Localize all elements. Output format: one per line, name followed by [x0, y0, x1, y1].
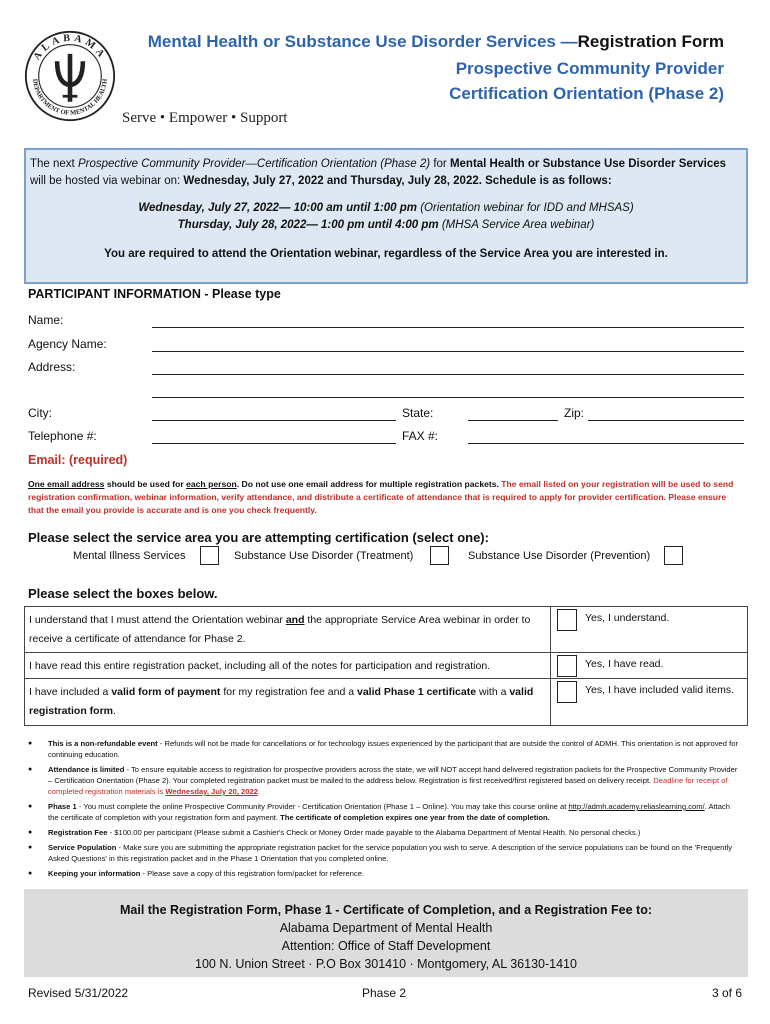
- svg-text:ALABAMA: ALABAMA: [31, 32, 109, 63]
- mailing-address-box: [24, 889, 748, 977]
- zip-field[interactable]: [588, 420, 744, 421]
- mailing-line-3: 100 N. Union Street · P.O Box 301410 · Montgomery, AL 36130-1410: [195, 957, 577, 971]
- telephone-field[interactable]: [152, 443, 396, 444]
- email-field[interactable]: [152, 467, 744, 468]
- notes-list: [24, 738, 740, 883]
- phase-1-course-link[interactable]: http://admh.academy.reliaslearning.com/: [568, 802, 705, 811]
- city-field[interactable]: [152, 420, 396, 421]
- schedule-info-box: [24, 148, 748, 284]
- fax-field[interactable]: [468, 443, 744, 444]
- email-label: Email: (required): [28, 453, 128, 467]
- footer-phase: Phase 2: [362, 986, 407, 1000]
- participant-heading: PARTICIPANT INFORMATION - Please type: [28, 287, 281, 301]
- note-non-refundable: ● This is a non-refundable event - Refunds will not be made for cancellations or for technology issues experienced by the participant that are outside the control of ADMH. This orientation is not approved for continuing education.: [24, 738, 740, 760]
- note-keeping-information: ● Keeping your information - Please save a copy of this registration form/packet for reference.: [24, 868, 740, 879]
- note-attendance-limited: ● Attendance is limited - To ensure equitable access to registration for prospective providers across the state, we will NOT accept hand delivered registration packets for the Prospective Community Provider – Certification Orientation (Phase 2). Your completed registration packet must be mailed to the address below. Registration is first received/first registered based on delivery receipt. Deadline for receipt of completed registration materials is Wednesday, July 20, 2022.: [24, 764, 740, 797]
- form-subtitle-1: Prospective Community Provider: [455, 59, 724, 78]
- intro-paragraph: The next Prospective Community Provider—Certification Orientation (Phase 2) for Mental Health or Substance Use Disorder Services will be hosted via webinar on: Wednesday, July 27, 2022 and Thursday, July 28, 2022. Schedule is as follows:: [30, 158, 727, 187]
- svg-text:DEPARTMENT OF MENTAL HEALTH: DEPARTMENT OF MENTAL HEALTH: [31, 78, 109, 117]
- name-label: Name:: [28, 313, 64, 327]
- attendance-requirement: You are required to attend the Orientation webinar, regardless of the Service Area you are interested in.: [104, 248, 668, 260]
- schedule-day-2: Thursday, July 28, 2022— 1:00 pm until 4:00 pm (MHSA Service Area webinar): [177, 219, 595, 231]
- service-option-sud-prevention-label: Substance Use Disorder (Prevention): [468, 550, 651, 562]
- address-field-line-2[interactable]: [152, 397, 744, 398]
- agency-name-label: Agency Name:: [28, 337, 107, 351]
- name-field[interactable]: [152, 327, 744, 328]
- service-option-sud-treatment-label: Substance Use Disorder (Treatment): [234, 550, 414, 562]
- schedule-day-1: Wednesday, July 27, 2022— 10:00 am until 1:00 pm (Orientation webinar for IDD and MHSAS): [138, 202, 634, 214]
- ack-checkbox-read[interactable]: [557, 655, 577, 677]
- ack-option-included: Yes, I have included valid items.: [585, 684, 735, 696]
- tagline: Serve • Empower • Support: [122, 110, 288, 126]
- footer-revised: Revised 5/31/2022: [28, 986, 129, 1000]
- service-option-mental-illness-label: Mental Illness Services: [73, 550, 186, 562]
- ack-checkbox-included[interactable]: [557, 681, 577, 703]
- fax-label: FAX #:: [402, 429, 439, 443]
- agency-name-field[interactable]: [152, 351, 744, 352]
- ack-statement-orientation: I understand that I must attend the Orientation webinar and the appropriate Service Area webinar in order to receive a certificate of attendance for Phase 2.: [25, 607, 551, 652]
- form-subtitle-2: Certification Orientation (Phase 2): [449, 84, 724, 103]
- ack-option-understand: Yes, I understand.: [585, 612, 670, 624]
- service-option-mental-illness-checkbox[interactable]: [200, 546, 219, 565]
- address-label: Address:: [28, 360, 76, 374]
- ack-checkbox-understand[interactable]: [557, 609, 577, 631]
- state-label: State:: [402, 406, 434, 420]
- mailing-heading: Mail the Registration Form, Phase 1 - Certificate of Completion, and a Registration Fee to:: [119, 903, 653, 917]
- note-registration-fee: ● Registration Fee - $100.00 per participant (Please submit a Cashier's Check or Money Order made payable to the Alabama Department of Mental Health. No personal checks.): [24, 827, 740, 838]
- email-note: One email address should be used for each person. Do not use one email address for multiple registration packets. The email listed on your registration will be used to send registration confirmation, webinar information, verify attendance, and distribute a certificate of attendance that is required to apply for provider certification. Please ensure that the email you provide is accurate and is one you check frequently.: [28, 479, 734, 515]
- ack-row-payment: [25, 679, 747, 725]
- ack-row-orientation: [25, 607, 747, 653]
- note-phase-1: ● Phase 1 - You must complete the online Prospective Community Provider - Certification Orientation (Phase 1 – Online). You may take this course online at http://admh.academy.reliaslearning.com/. Attach the certificate of completion with your registration form and payment. The certificate of completion expires one year from the date of completion.: [24, 801, 740, 823]
- service-option-sud-treatment-checkbox[interactable]: [430, 546, 449, 565]
- address-field-line-1[interactable]: [152, 374, 744, 375]
- admh-seal-logo: [24, 30, 116, 122]
- ack-statement-read: I have read this entire registration packet, including all of the notes for participation and registration.: [25, 653, 551, 678]
- form-title: Mental Health or Substance Use Disorder Services —Registration Form: [147, 32, 724, 51]
- zip-label: Zip:: [564, 406, 585, 420]
- ack-row-read: [25, 653, 747, 679]
- ack-statement-payment: I have included a valid form of payment for my registration fee and a valid Phase 1 certificate with a valid registration form.: [25, 679, 551, 725]
- boxes-heading: Please select the boxes below.: [28, 586, 218, 601]
- note-service-population: ● Service Population - Make sure you are submitting the appropriate registration packet for the service population you wish to serve. A description of the service populations can be found on the 'Frequently Asked Questions' in this registration packet and in the Phase 1 Orientation that you completed online.: [24, 842, 740, 864]
- ack-option-read: Yes, I have read.: [585, 658, 664, 670]
- telephone-label: Telephone #:: [28, 429, 97, 443]
- footer-page-number: 3 of 6: [711, 986, 742, 1000]
- service-option-sud-prevention-checkbox[interactable]: [664, 546, 683, 565]
- acknowledgement-table: [24, 606, 748, 726]
- city-label: City:: [28, 406, 52, 420]
- mailing-line-1: Alabama Department of Mental Health: [279, 921, 493, 935]
- mailing-line-2: Attention: Office of Staff Development: [281, 939, 491, 953]
- state-field[interactable]: [468, 420, 558, 421]
- service-area-heading: Please select the service area you are attempting certification (select one):: [28, 530, 489, 545]
